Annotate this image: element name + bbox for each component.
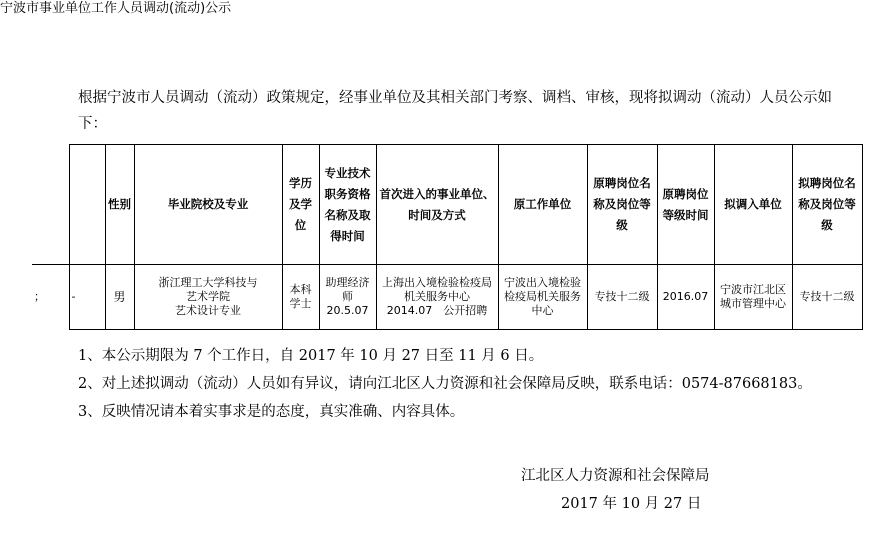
page-title: 宁波市事业单位工作人员调动(流动)公示 — [0, 1, 232, 16]
cell-target-post: 专技十二级 — [792, 265, 862, 330]
header-target-unit: 拟调入单位 — [714, 145, 792, 265]
cell-line: 艺术设计专业 — [175, 304, 241, 317]
cell-line: 宁波出入境检验 — [504, 276, 581, 289]
note-item: 3、反映情况请本着实事求是的态度，真实准确、内容具体。 — [78, 404, 465, 420]
cell-line: 助理经济师 — [325, 276, 370, 303]
cell-first-entry — [376, 265, 498, 330]
header-original-unit: 原工作单位 — [498, 145, 587, 265]
cell-gender: 男 — [105, 265, 134, 330]
header-school-major: 毕业院校及专业 — [134, 145, 282, 265]
cell-school-major — [134, 265, 282, 330]
table-header-row — [32, 145, 862, 265]
signature-org: 江北区人力资源和社会保障局 — [521, 468, 710, 484]
cell-line: 2014.07 公开招聘 — [386, 304, 488, 317]
header-first-entry: 首次进入的事业单位、时间及方式 — [376, 145, 498, 265]
header-gender: 性别 — [105, 145, 134, 265]
signature-block — [521, 462, 710, 518]
header-education: 学历及学位 — [282, 145, 319, 265]
cell-line: 宁波市江北区 — [720, 283, 786, 296]
table-row — [32, 265, 862, 330]
cell-line: 上海出入境检验检疫局 — [382, 276, 492, 289]
header-blank-2 — [69, 145, 105, 265]
header-target-post: 拟聘岗位名称及岗位等级 — [792, 145, 862, 265]
cell-professional-title — [319, 265, 376, 330]
cell-original-time: 2016.07 — [657, 265, 714, 330]
header-blank — [32, 145, 69, 265]
intro-paragraph: 根据宁波市人员调动（流动）政策规定，经事业单位及其相关部门考察、调档、审核，现将拟调动（流动）人员公示如下： — [78, 90, 832, 132]
cell-education — [282, 265, 319, 330]
signature-date: 2017 年 10 月 27 日 — [561, 496, 702, 512]
header-original-post: 原聘岗位名称及岗位等级 — [587, 145, 657, 265]
cell-line: 浙江理工大学科技与 — [158, 276, 258, 289]
note-item: 2、对上述拟调动（流动）人员如有异议，请向江北区人力资源和社会保障局反映，联系电话：0574-87668183。 — [78, 376, 812, 392]
cell-line: 本科 — [289, 283, 312, 296]
notes-list — [78, 342, 812, 426]
cell-original-unit — [498, 265, 587, 330]
cell-line: 20.5.07 — [326, 304, 369, 317]
row-marker: ； — [32, 265, 69, 330]
cell-line: 检疫局机关服务 — [504, 290, 581, 303]
cell-original-post: 专技十二级 — [587, 265, 657, 330]
header-original-time: 原聘岗位等级时间 — [657, 145, 714, 265]
cell-line: 艺术学院 — [186, 290, 230, 303]
note-item: 1、本公示期限为 7 个工作日，自 2017 年 10 月 27 日至 11 月 6 日。 — [78, 348, 544, 364]
row-dash: - — [69, 265, 105, 330]
personnel-table — [32, 144, 863, 330]
cell-target-unit — [714, 265, 792, 330]
cell-line: 机关服务中心 — [404, 290, 470, 303]
cell-line: 城市管理中心 — [720, 297, 786, 310]
cell-line: 学士 — [289, 297, 312, 310]
cell-line: 中心 — [531, 304, 554, 317]
header-professional-title: 专业技术职务资格名称及取得时间 — [319, 145, 376, 265]
